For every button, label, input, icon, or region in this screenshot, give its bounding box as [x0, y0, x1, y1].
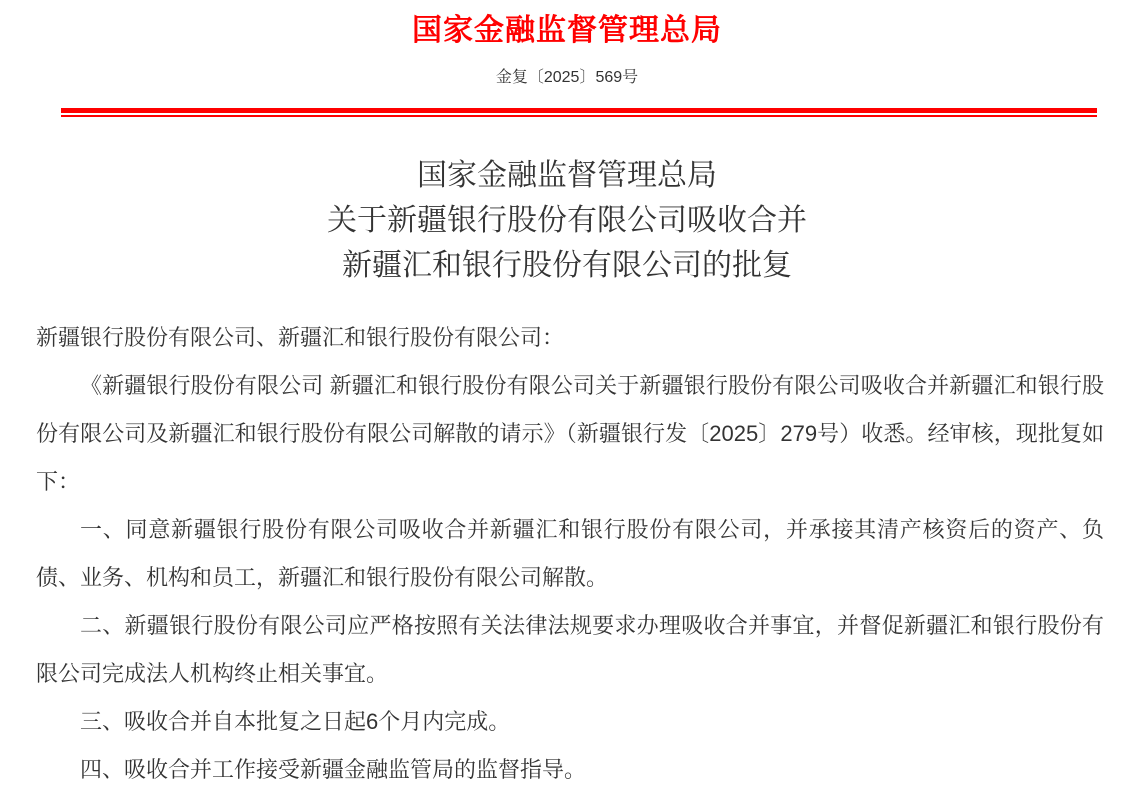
item-1-paragraph: 一、同意新疆银行股份有限公司吸收合并新疆汇和银行股份有限公司，并承接其清产核资后的资产、负债、业务、机构和员工，新疆汇和银行股份有限公司解散。: [36, 517, 1104, 590]
agency-title: 国家金融监督管理总局: [412, 14, 722, 47]
header-divider: [61, 108, 1097, 117]
divider-thick-line: [61, 108, 1097, 113]
divider-thin-line: [61, 115, 1097, 117]
document-body: [36, 314, 1104, 794]
item-3-paragraph: 三、吸收合并自本批复之日起6个月内完成。: [80, 709, 511, 734]
document-number: 金复〔2025〕569号: [495, 69, 639, 86]
document-title-line-3: 新疆汇和银行股份有限公司的批复: [342, 249, 792, 282]
letterhead: [0, 0, 1134, 117]
document-title: [0, 153, 1134, 288]
item-2-paragraph: 二、新疆银行股份有限公司应严格按照有关法律法规要求办理吸收合并事宜，并督促新疆汇和银行股份有限公司完成法人机构终止相关事宜。: [36, 613, 1104, 686]
item-4-paragraph: 四、吸收合并工作接受新疆金融监管局的监督指导。: [80, 757, 587, 782]
salutation-paragraph: 新疆银行股份有限公司、新疆汇和银行股份有限公司：: [36, 325, 565, 350]
document-title-line-1: 国家金融监督管理总局: [417, 159, 717, 192]
document-title-line-2: 关于新疆银行股份有限公司吸收合并: [327, 204, 807, 237]
intro-paragraph: 《新疆银行股份有限公司 新疆汇和银行股份有限公司关于新疆银行股份有限公司吸收合并新疆汇和银行股份有限公司及新疆汇和银行股份有限公司解散的请示》（新疆银行发〔2025〕279号）收悉。经审核，现批复如下：: [36, 373, 1104, 494]
